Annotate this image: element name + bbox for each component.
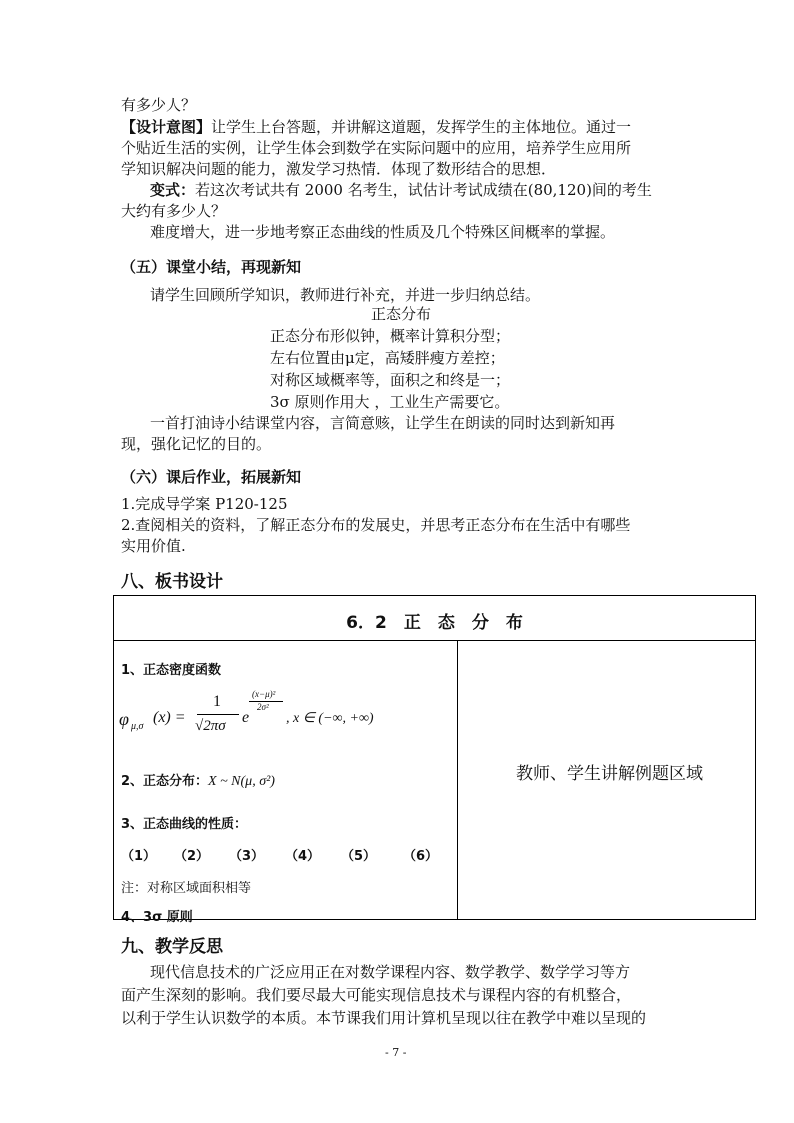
page-number: - 7 -	[385, 1046, 407, 1059]
variant-label: 变式：	[150, 181, 196, 199]
formula-phi: φ	[119, 709, 129, 729]
formula-e: e	[242, 709, 250, 726]
blackboard-design-table	[113, 595, 756, 925]
design-intent-label: 【设计意图】	[121, 118, 212, 136]
paragraph-line: 请学生回顾所学知识，教师进行补充，并进一步归纳总结。	[150, 286, 541, 304]
board-item-label: 3、正态曲线的性质：	[121, 817, 248, 832]
board-title-cell	[114, 596, 756, 641]
property-item: （5）	[341, 849, 377, 864]
paragraph-line: 面产生深刻的影响。我们要尽最大可能实现信息技术与课程内容的有机整合，	[121, 986, 632, 1004]
paragraph-line: 让学生上台答题，并讲解这道题，发挥学生的主体地位。通过一	[211, 118, 632, 136]
homework-item-continued: 实用价值.	[121, 537, 186, 555]
paragraph-line: 个贴近生活的实例，让学生体会到数学在实际问题中的应用，培养学生应用所	[121, 139, 632, 157]
paragraph-line: 若这次考试共有 2000 名考生，试估计考试成绩在(80,120)间的考生	[195, 181, 652, 199]
formula-subscript: μ,σ	[131, 721, 144, 732]
formula-domain: , x ∈ (−∞, +∞)	[286, 711, 374, 726]
paragraph-line: 现，强化记忆的目的。	[121, 435, 272, 453]
property-item: （2）	[174, 849, 210, 864]
paragraph-line: 大约有多少人？	[121, 202, 227, 220]
board-left-cell	[114, 641, 458, 925]
normal-distribution-formula: X ~ N(μ, σ²)	[208, 774, 275, 789]
board-title: 6．2 正 态 分 布	[346, 613, 523, 633]
paragraph-line: 现代信息技术的广泛应用正在对数学课程内容、数学教学、数学学习等方	[150, 963, 631, 981]
paragraph-line: 学知识解决问题的能力，激发学习热情．体现了数形结合的思想．	[121, 160, 557, 178]
paragraph-line: 以利于学生认识数学的本质。本节课我们用计算机呈现以往在教学中难以呈现的	[121, 1009, 647, 1027]
design-intent-paragraph	[121, 118, 631, 137]
poem-title: 正态分布	[371, 305, 432, 323]
property-item: （6）	[403, 849, 439, 864]
homework-item: 1.完成导学案 P120-125	[121, 495, 288, 513]
board-right-cell	[458, 641, 756, 920]
section-heading: （六）课后作业，拓展新知	[121, 468, 302, 486]
formula-exp-denominator: 2σ²	[257, 702, 269, 712]
paragraph-line: 有多少人？	[121, 96, 197, 114]
poem-line: 3σ 原则作用大 ，工业生产需要它。	[270, 393, 510, 411]
property-item: （4）	[285, 849, 321, 864]
property-item: （3）	[229, 849, 265, 864]
poem-line: 正态分布形似钟，概率计算积分型；	[270, 327, 511, 345]
fraction-bar	[197, 714, 239, 715]
property-item: （1）	[121, 849, 157, 864]
paragraph-line: 难度增大，进一步地考察正态曲线的性质及几个特殊区间概率的掌握。	[150, 223, 616, 241]
section-heading: 八、板书设计	[121, 572, 223, 592]
section-heading: 九、教学反思	[121, 937, 223, 957]
board-item-label: 1、正态密度函数	[121, 663, 222, 678]
formula-argument: (x) =	[153, 709, 186, 726]
normal-distribution-line	[121, 770, 275, 790]
formula-exp-numerator: (x−μ)²	[252, 689, 276, 699]
board-note: 注：对称区域面积相等	[121, 881, 252, 896]
variant-paragraph	[150, 181, 652, 200]
paragraph-line: 一首打油诗小结课堂内容，言简意赅，让学生在朗读的同时达到新知再	[150, 414, 616, 432]
board-item-label: 2、正态分布：	[121, 774, 209, 789]
board-right-text: 教师、学生讲解例题区域	[516, 764, 703, 784]
board-item-label: 4、3σ 原则	[121, 910, 193, 925]
density-formula	[119, 689, 449, 749]
formula-numerator: 1	[213, 693, 221, 710]
homework-item: 2.查阅相关的资料，了解正态分布的发展史，并思考正态分布在生活中有哪些	[121, 516, 631, 534]
section-heading: （五）课堂小结，再现新知	[121, 258, 302, 276]
poem-line: 左右位置由μ定，高矮胖瘦方差控；	[270, 349, 505, 367]
formula-denominator: √2πσ	[195, 718, 226, 734]
poem-line: 对称区域概率等，面积之和终是一；	[270, 371, 511, 389]
